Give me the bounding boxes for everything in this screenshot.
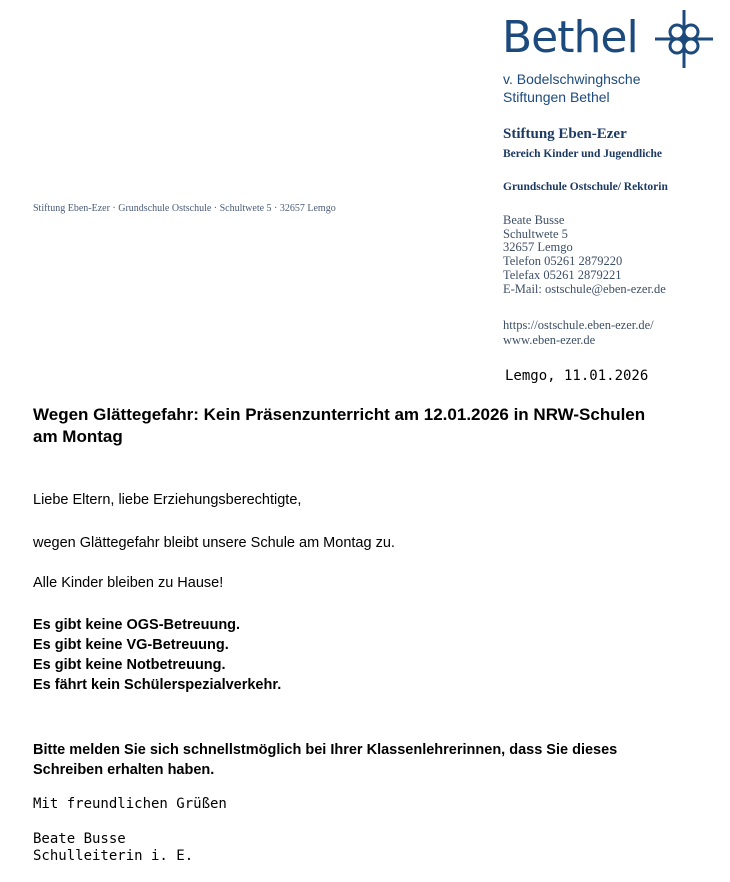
confirmation-request: Bitte melden Sie sich schnellstmöglich bei Ihrer Klassenlehrerinnen, dass Sie dieses Schreiben erhalten haben.	[33, 742, 618, 778]
school-website-link[interactable]: https://ostschule.eben-ezer.de/	[503, 318, 654, 332]
list-item: Es gibt keine Notbetreuung.	[33, 657, 226, 673]
body-line-closure: wegen Glättegefahr bleibt unsere Schule am Montag zu.	[33, 535, 395, 551]
contact-street: Schultwete 5	[503, 226, 568, 241]
contact-email[interactable]: E-Mail: ostschule@eben-ezer.de	[503, 281, 666, 296]
list-item: Es gibt keine VG-Betreuung.	[33, 637, 229, 653]
org-line-2: Stiftungen Bethel	[503, 89, 610, 105]
body-line-stay-home: Alle Kinder bleiben zu Hause!	[33, 575, 224, 591]
letter-subject: Wegen Glättegefahr: Kein Präsenzunterricht am 12.01.2026 in NRW-Schulen am Montag	[33, 405, 646, 446]
links-block	[503, 318, 654, 348]
greeting: Liebe Eltern, liebe Erziehungsberechtigte,	[33, 492, 302, 508]
contact-city: 32657 Lemgo	[503, 240, 573, 255]
list-item: Es gibt keine OGS-Betreuung.	[33, 617, 241, 633]
org-line-1: v. Bodelschwinghsche	[503, 71, 641, 87]
signature-role: Schulleiterin i. E.	[33, 848, 194, 864]
foundation-area: Bereich Kinder und Jugendliche	[503, 148, 663, 160]
foundation-website-link[interactable]: www.eben-ezer.de	[503, 333, 596, 347]
signature-name: Beate Busse	[33, 831, 126, 847]
letter-date: Lemgo, 11.01.2026	[505, 368, 649, 384]
sender-address-line: Stiftung Eben-Ezer · Grundschule Ostschule · Schultwete 5 · 32657 Lemgo	[33, 203, 336, 214]
contact-block	[503, 214, 666, 296]
signature-block	[33, 831, 193, 865]
closing-salutation: Mit freundlichen Grüßen	[33, 796, 227, 812]
contact-phone: Telefon 05261 2879220	[503, 254, 623, 269]
list-item: Es fährt kein Schülerspezialverkehr.	[33, 677, 282, 693]
contact-fax: Telefax 05261 2879221	[503, 267, 622, 282]
bethel-logo-wordmark: Bethel	[502, 12, 638, 63]
contact-name: Beate Busse	[503, 213, 565, 227]
bold-notice-list	[33, 615, 281, 695]
foundation-name: Stiftung Eben-Ezer	[503, 126, 627, 142]
org-subtitle	[503, 70, 640, 106]
bethel-cross-icon	[653, 8, 715, 70]
school-name: Grundschule Ostschule/ Rektorin	[503, 181, 668, 193]
